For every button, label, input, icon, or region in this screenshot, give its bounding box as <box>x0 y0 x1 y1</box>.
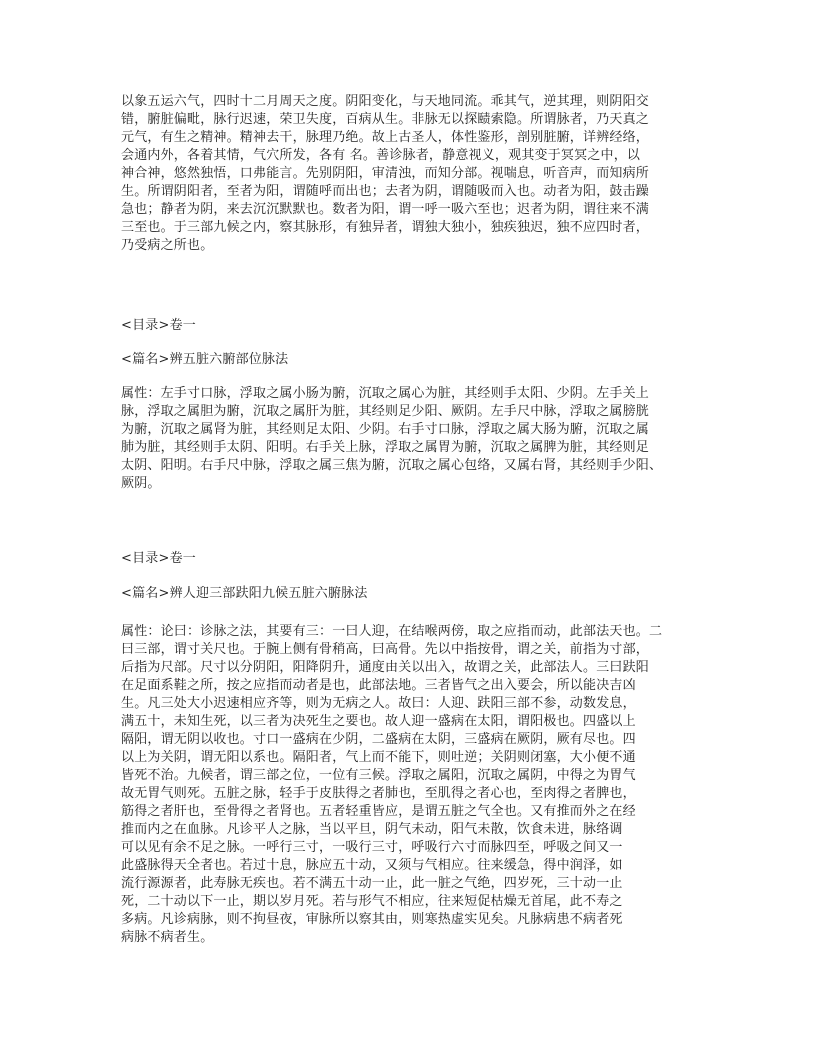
text-line: 乃受病之所也。 <box>121 238 214 253</box>
text-line: 此盛脉得天全者也。若过十息，脉应五十动，又须与气相应。往来缓急，得中润泽，如 <box>121 858 623 873</box>
text-line: 推而内之在血脉。凡诊平人之脉，当以平旦，阴气未动，阳气未散，饮食未进，脉络调 <box>121 822 623 837</box>
text-line: 太阴、阳明。右手尺中脉，浮取之属三焦为腑，沉取之属心包络，又属右肾，其经则手少阳、 <box>121 458 663 473</box>
text-line: 脉，浮取之属胆为腑，沉取之属肝为脏，其经则足少阳、厥阴。左手尺中脉，浮取之属膀胱 <box>121 404 650 419</box>
text-line: 元气，有生之精神。精神去干，脉理乃绝。故上古圣人，体性鉴形，剖别脏腑，详辨经络， <box>121 130 650 145</box>
text-line: 后指为尺部。尺寸以分阴阳，阳降阴升，通度由关以出入，故谓之关，此部法人。三曰趺阳 <box>121 660 650 675</box>
chapter-body <box>121 385 701 493</box>
text-line: 多病。凡诊病脉，则不拘昼夜，审脉所以察其由，则寒热虚实见矣。凡脉病患不病者死 <box>121 912 623 927</box>
text-line: 错，腑脏偏毗，脉行迟速，荣卫失度，百病从生。非脉无以探赜索隐。所谓脉者，乃天真之 <box>121 112 650 127</box>
text-line: 以象五运六气，四时十二月周天之度。阴阳变化，与天地同流。乖其气，逆其理，则阴阳交 <box>121 94 650 109</box>
text-line: 满五十，未知生死，以三者为决死生之要也。故人迎一盛病在太阳，谓阳极也。四盛以上 <box>121 714 636 729</box>
text-line: 属性：论曰：诊脉之法，其要有三：一曰人迎，在结喉两傍，取之应指而动，此部法天也。二 <box>121 624 663 639</box>
catalog-label <box>121 317 701 335</box>
text-line: 病脉不病者生。 <box>121 930 214 945</box>
text-line: 曰三部，谓寸关尺也。于腕上侧有骨稍高，曰高骨。先以中指按骨，谓之关，前指为寸部， <box>121 642 650 657</box>
text-line: 肺为脏，其经则手太阴、阳明。右手关上脉，浮取之属胃为腑，沉取之属脾为脏，其经则足 <box>121 440 650 455</box>
chapter-name: <篇名>辨人迎三部趺阳九候五脏六腑脉法 <box>121 586 368 601</box>
text-line: 以上为关阴，谓无阳以系也。隔阳者，气上而不能下，则吐逆；关阴则闭塞，大小便不通 <box>121 750 636 765</box>
text-line: 生。凡三处大小迟速相应齐等，则为无病之人。故曰：人迎、趺阳三部不参，动数发息， <box>121 696 636 711</box>
chapter-title <box>121 351 701 369</box>
text-line: 会通内外，各着其情，气穴所发，各有 名。善诊脉者，静意视义，观其变于冥冥之中，以 <box>121 148 641 163</box>
text-line: 可以见有余不足之脉。一呼行三寸，一吸行三寸，呼吸行六寸而脉四至，呼吸之间又一 <box>121 840 623 855</box>
intro-paragraph <box>121 93 701 255</box>
catalog-label <box>121 550 701 568</box>
chapter-title <box>121 585 701 603</box>
text-line: 流行源源者，此寿脉无疾也。若不满五十动一止，此一脏之气绝，四岁死，三十动一止 <box>121 876 623 891</box>
text-line: 为腑，沉取之属肾为脏，其经则足太阳、少阴。右手寸口脉，浮取之属大肠为腑，沉取之属 <box>121 422 650 437</box>
text-line: 故无胃气则死。五脏之脉，轻手于皮肤得之者肺也，至肌得之者心也，至肉得之者脾也， <box>121 786 636 801</box>
text-line: 生。所谓阴阳者，至者为阳，谓随呼而出也；去者为阴，谓随吸而入也。动者为阳，鼓击躁 <box>121 184 650 199</box>
text-line: 隔阳，谓无阴以收也。寸口一盛病在少阴，二盛病在太阴，三盛病在厥阴，厥有尽也。四 <box>121 732 636 747</box>
chapter-name: <篇名>辨五脏六腑部位脉法 <box>121 352 289 367</box>
text-line: 属性：左手寸口脉，浮取之属小肠为腑，沉取之属心为脏，其经则手太阳、少阴。左手关上 <box>121 386 650 401</box>
text-line: 急也；静者为阴，来去沉沉默默也。数者为阳，谓一呼一吸六至也；迟者为阴，谓往来不满 <box>121 202 650 217</box>
text-line: 皆死不治。九候者，谓三部之位，一位有三候。浮取之属阳，沉取之属阴，中得之为胃气 <box>121 768 636 783</box>
text-line: 筋得之者肝也，至骨得之者肾也。五者轻重皆应，是谓五脏之气全也。又有推而外之在经 <box>121 804 636 819</box>
text-line: 三至也。于三部九候之内，察其脉形，有独异者，谓独大独小，独疾独迟，独不应四时者， <box>121 220 650 235</box>
text-line: 在足面系鞋之所，按之应指而动者是也，此部法地。三者皆气之出入要会，所以能决吉凶 <box>121 678 636 693</box>
text-line: 厥阴。 <box>121 476 161 491</box>
catalog-volume: <目录>卷一 <box>121 551 196 566</box>
chapter-body <box>121 623 701 947</box>
text-line: 死，二十动以下一止，期以岁月死。若与形气不相应，往来短促枯燥无首尾，此不寿之 <box>121 894 623 909</box>
catalog-volume: <目录>卷一 <box>121 318 196 333</box>
text-line: 神合神，悠然独悟，口弗能言。先别阴阳，审清浊，而知分部。视喘息，听音声，而知病所 <box>121 166 650 181</box>
